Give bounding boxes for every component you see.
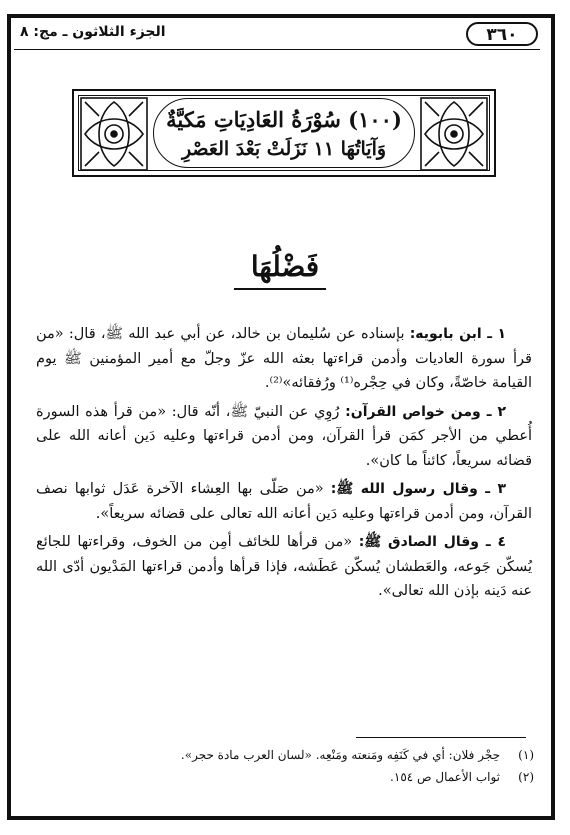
footnote-text: حِجْر فلان: أي في كَنَفِه ومَنعته ومَنْعِه. «لسان العرب مادة حجر». <box>180 748 500 762</box>
hadith-paragraph <box>36 477 532 526</box>
section-title-underline <box>234 288 326 290</box>
hadith-text: «من قرأها للخائف أمِن من الخوف، وقراءتها للجائع يُسكّن جَوعه، والعَطشان يُسكّن عَطَشه، فإذا قرأها وأدمن قراءتها المَدْيون أدّى الله عنه دَينه بإذن الله تعالى». <box>36 534 532 599</box>
hadith-paragraph <box>36 400 532 474</box>
arabesque-ornament-icon <box>79 96 149 172</box>
surah-name: (١٠٠) سُوْرَةُ العَادِيَاتِ مَكيَّةٌ <box>166 107 402 132</box>
surah-title-cartouche <box>153 98 415 168</box>
arabesque-ornament-icon <box>419 96 489 172</box>
footnotes <box>40 744 534 788</box>
surah-verse-info: وَآيَاتُهَا ١١ نَزَلَتْ بَعْدَ العَصْرِ <box>181 138 387 160</box>
page-header <box>14 22 544 48</box>
hadith-source: ٤ ـ وقال الصادق ﷺ: <box>358 534 507 550</box>
banner-inner-border <box>78 95 490 171</box>
surah-banner <box>72 89 496 177</box>
hadith-text: رُوِي عن النبيّ ﷺ، أنّه قال: «من قرأ هذه السورة أُعطي من الأجر كمَن قرأ القرآن، ومن أدمن قراءتها وعليه دَين أعانه الله على قضائه سريعاً، كائناً ما كان». <box>36 403 532 469</box>
section-title: فَضْلُهَا <box>250 250 320 283</box>
hadith-paragraph <box>36 322 532 396</box>
header-divider <box>14 49 540 50</box>
footnote-divider <box>356 737 526 738</box>
footnote-item <box>40 766 534 788</box>
hadith-source: ٢ ـ ومن خواص القرآن: <box>345 403 507 420</box>
hadith-source: ٣ ـ وقال رسول الله ﷺ: <box>330 481 507 497</box>
page-number: ٣٦٠ <box>466 22 538 46</box>
footnote-number: (١) <box>518 748 534 762</box>
footnote-item <box>40 744 534 766</box>
hadith-source: ١ ـ ابن بابويه: <box>409 326 506 342</box>
hadith-text: بإسناده عن سُليمان بن خالد، عن أبي عبد الله ﷺ، قال: «من قرأ سورة العاديات وأدمن قراءتها بعثه الله عزّ وجلّ مع أمير المؤمنين ﷺ يوم القيامة خاصّةً، وكان في حِجْره⁽¹⁾ ورُفقائه»⁽²⁾. <box>36 326 532 391</box>
hadith-text: «من صَلّى بها العِشاء الآخرة عَدَل ثوابها نصف القرآن، ومن أدمن قراءتها وعليه دَين أعانه الله تعالى على قضائه سريعاً». <box>36 481 532 522</box>
main-text <box>36 322 532 608</box>
running-title: الجزء الثلاثون ـ مج: ٨ <box>20 24 166 40</box>
footnote-number: (٢) <box>518 770 534 784</box>
footnote-text: ثواب الأعمال ص ١٥٤. <box>390 770 500 784</box>
hadith-paragraph <box>36 530 532 604</box>
